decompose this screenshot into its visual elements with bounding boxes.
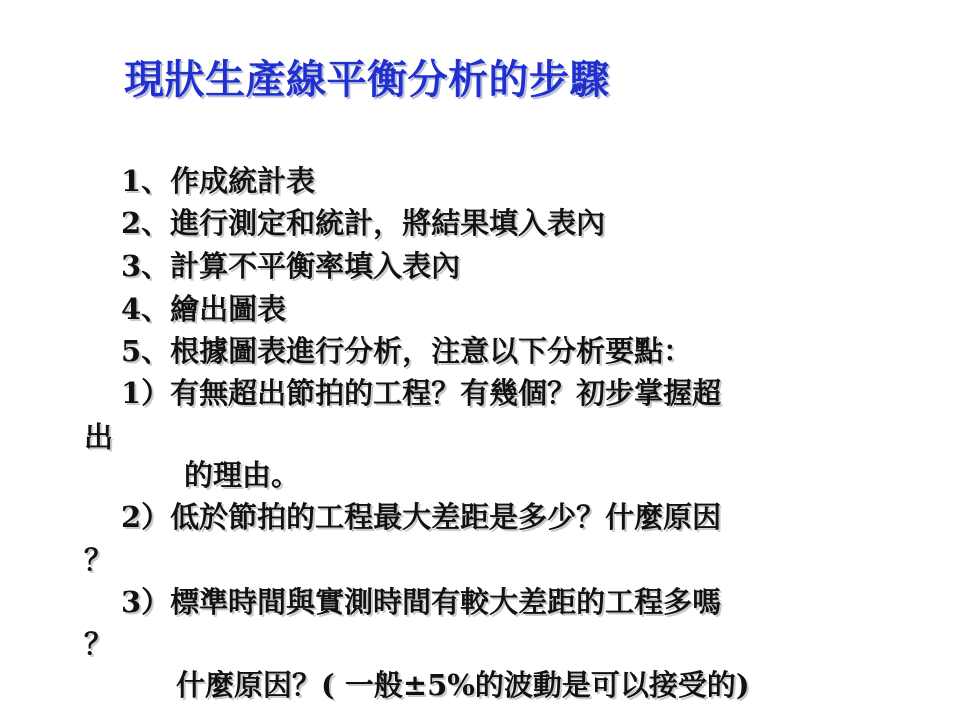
point-2-line-1: 2）低於節拍的工程最大差距是多少？什麼原因 — [121, 500, 722, 534]
point-3-line-2: ？ — [84, 627, 114, 661]
point-3-line-1: 3）標準時間與實測時間有較大差距的工程多嗎 — [121, 585, 722, 619]
point-2-line-2: ？ — [84, 543, 114, 577]
slide-title: 現狀生產線平衡分析的步驟 — [124, 56, 610, 103]
step-5: 5、根據圖表進行分析，注意以下分析要點： — [121, 334, 693, 368]
step-4: 4、繪出圖表 — [121, 292, 287, 326]
point-1-line-1: 1）有無超出節拍的工程？有幾個？初步掌握超 — [121, 376, 722, 410]
step-1: 1、作成統計表 — [121, 164, 316, 198]
step-2: 2、進行測定和統計，將結果填入表內 — [121, 206, 606, 240]
point-3-line-3: 什麼原因？( 一般±5%的波動是可以接受的) — [176, 668, 750, 702]
step-3: 3、計算不平衡率填入表內 — [121, 249, 461, 283]
point-1-line-3: 的理由。 — [184, 458, 301, 492]
point-1-line-2: 出 — [84, 420, 114, 454]
